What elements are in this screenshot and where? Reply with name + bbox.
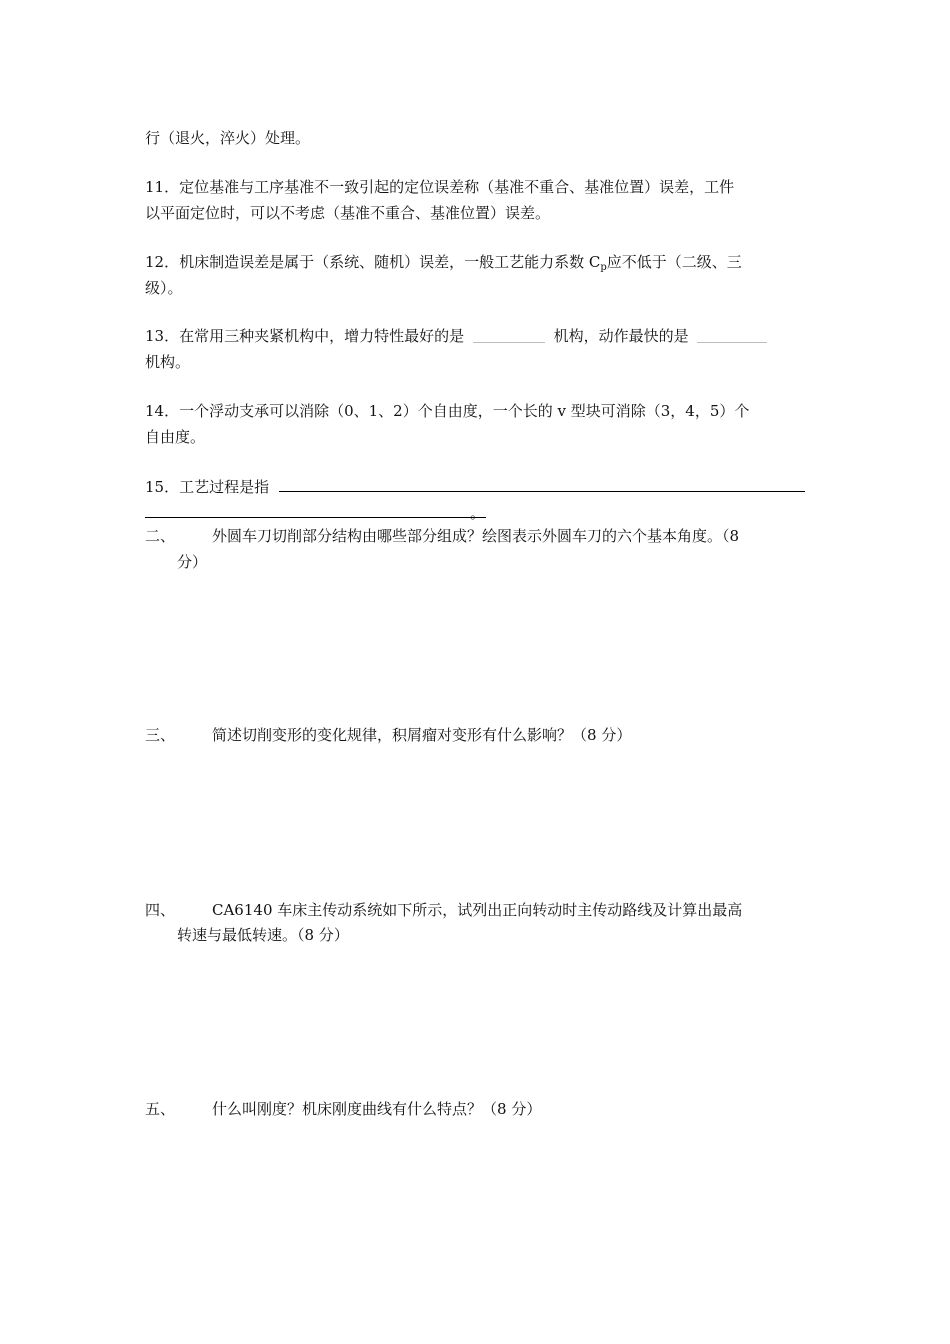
question-2-text-cont: 分） bbox=[177, 553, 208, 571]
q13-blank-2[interactable] bbox=[697, 326, 767, 343]
q12-text-a: 12．机床制造误差是属于（系统、随机）误差，一般工艺能力系数 C bbox=[145, 253, 601, 271]
question-3-number: 三、 bbox=[145, 726, 176, 744]
q13-text-b: 机构，动作最快的是 bbox=[553, 327, 689, 345]
question-4-text-cont: 转速与最低转速。（8 分） bbox=[177, 926, 349, 944]
q14-line1: 14．一个浮动支承可以消除（0、1、2）个自由度，一个长的 v 型块可消除（3，4，5）个 bbox=[145, 402, 750, 420]
q15-answer-line-2[interactable] bbox=[145, 517, 486, 518]
q12-subscript: p bbox=[600, 262, 607, 273]
q14-line2: 自由度。 bbox=[145, 428, 206, 446]
question-3-text: 简述切削变形的变化规律，积屑瘤对变形有什么影响？（8 分） bbox=[212, 726, 632, 744]
question-2-number: 二、 bbox=[145, 527, 176, 545]
q13-line1 bbox=[145, 326, 767, 346]
q15-answer-line-1[interactable] bbox=[279, 491, 805, 492]
question-5-number: 五、 bbox=[145, 1100, 176, 1118]
question-5-text: 什么叫刚度？机床刚度曲线有什么特点？（8 分） bbox=[212, 1100, 542, 1118]
q12-text-b: 应不低于（二级、三 bbox=[606, 253, 742, 271]
q15-end-mark: 。 bbox=[470, 504, 486, 522]
q15-label: 15．工艺过程是指 bbox=[145, 478, 270, 496]
q12-line1 bbox=[145, 252, 742, 278]
question-4-text: CA6140 车床主传动系统如下所示，试列出正向转动时主传动路线及计算出最高 bbox=[212, 901, 743, 919]
q12-line2: 级）。 bbox=[145, 279, 183, 297]
q13-blank-1[interactable] bbox=[473, 326, 545, 343]
question-4-number: 四、 bbox=[145, 901, 176, 919]
q11-line2: 以平面定位时，可以不考虑（基准不重合、基准位置）误差。 bbox=[145, 204, 551, 222]
text-line-top: 行（退火，淬火）处理。 bbox=[145, 129, 311, 147]
question-2-text: 外圆车刀切削部分结构由哪些部分组成？绘图表示外圆车刀的六个基本角度。（8 bbox=[212, 527, 740, 545]
q11-line1: 11．定位基准与工序基准不一致引起的定位误差称（基准不重合、基准位置）误差，工件 bbox=[145, 178, 735, 196]
q13-text-a: 13．在常用三种夹紧机构中，增力特性最好的是 bbox=[145, 327, 465, 345]
q13-line2: 机构。 bbox=[145, 353, 191, 371]
